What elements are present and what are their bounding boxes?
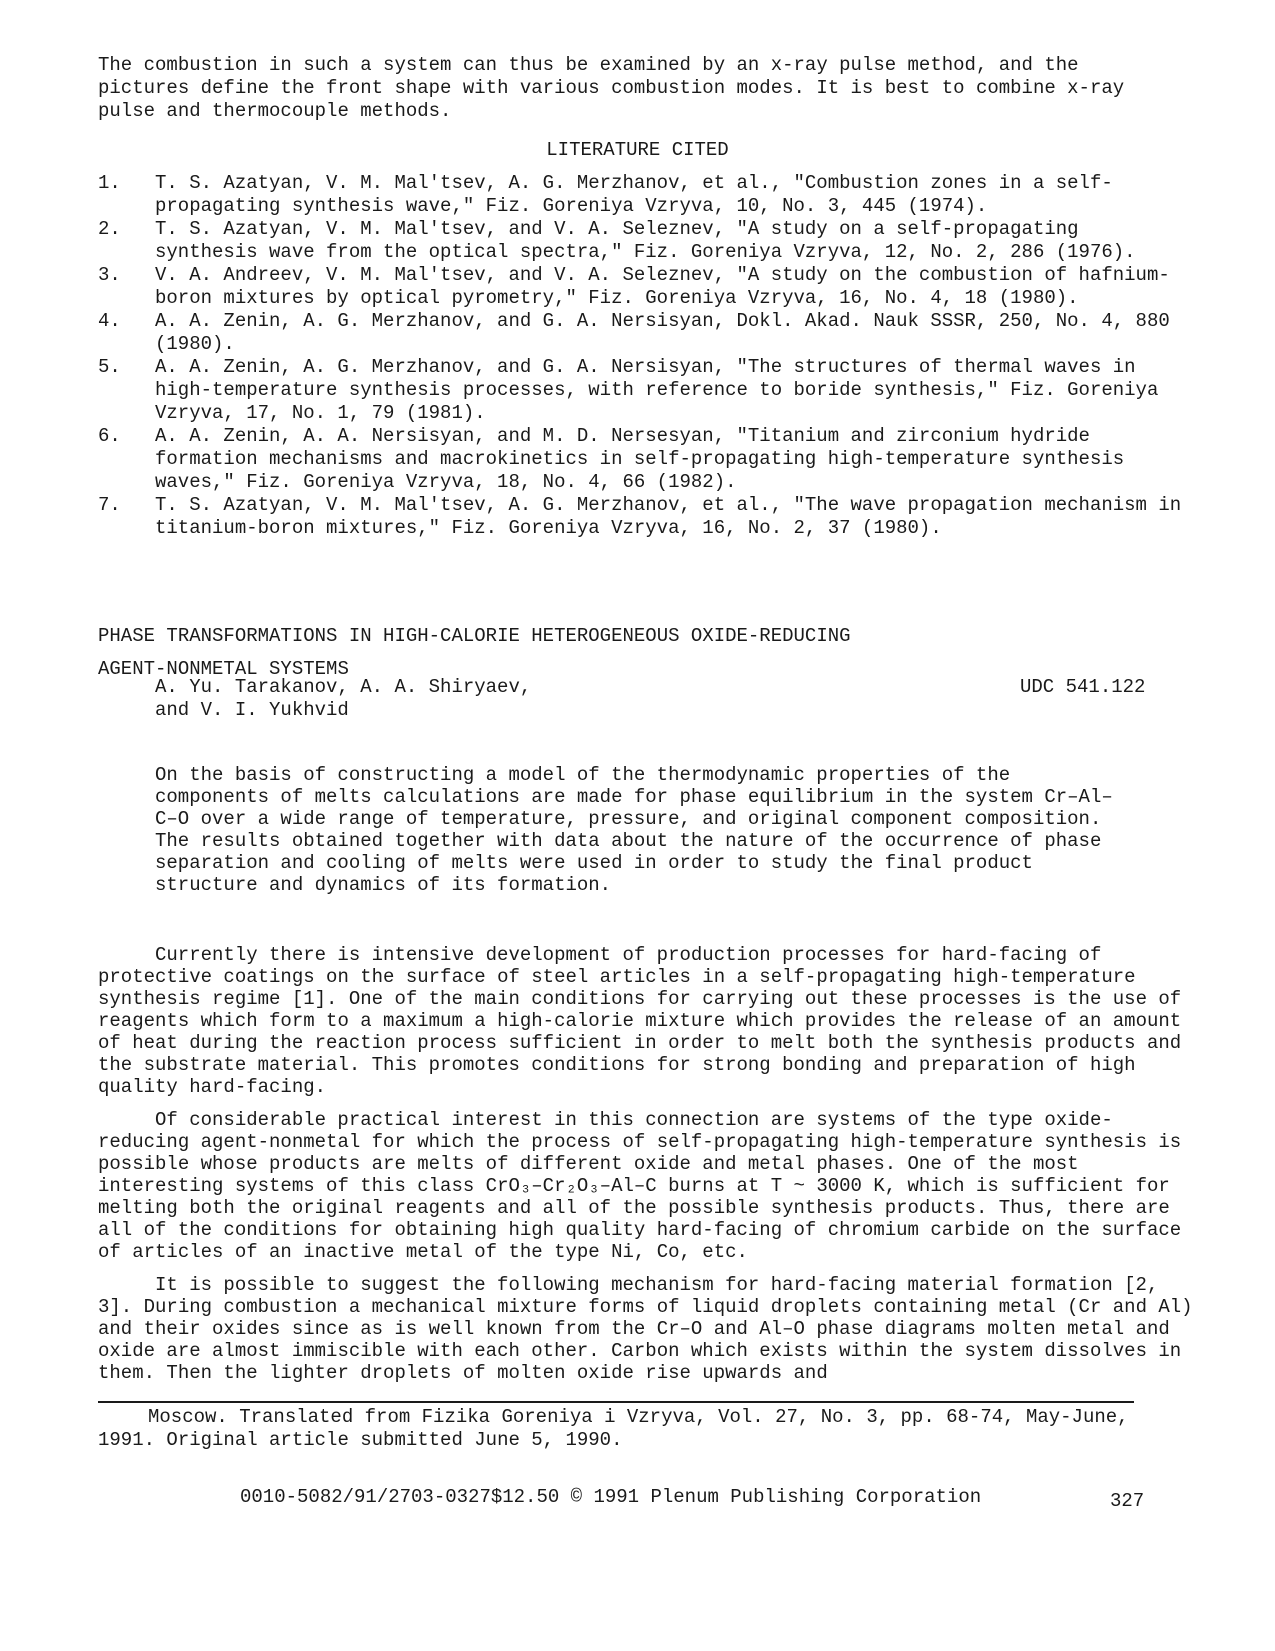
intro-paragraph: The combustion in such a system can thus be examined by an x-ray pulse method, and the pictures define the front shape with various combustion modes. It is best to combine x-ray pulse and thermocouple methods. xyxy=(98,54,1125,122)
reference-number: 4. xyxy=(98,310,121,332)
reference-item xyxy=(98,264,1188,310)
reference-number: 5. xyxy=(98,356,121,378)
article-title-line: AGENT-NONMETAL SYSTEMS xyxy=(98,658,349,680)
reference-text: V. A. Andreev, V. M. Mal'tsev, and V. A. Seleznev, "A study on the combustion of hafnium-boron mixtures by optical pyrometry," Fiz. Goreniya Vzryva, 16, No. 4, 18 (1980). xyxy=(155,264,1170,309)
reference-number: 2. xyxy=(98,218,121,240)
footnote: Moscow. Translated from Fizika Goreniya i Vzryva, Vol. 27, No. 3, pp. 68-74, May-June, 1991. Original article submitted June 5, 1990. xyxy=(98,1406,1129,1451)
reference-item xyxy=(98,218,1188,264)
abstract: On the basis of constructing a model of the thermodynamic properties of the components of melts calculations are made for phase equilibrium in the system Cr–Al–C–O over a wide range of temperature, pressure, and original component composition. The results obtained together with data about the nature of the occurrence of phase separation and cooling of melts were used in order to study the final product structure and dynamics of its formation. xyxy=(155,764,1113,896)
article-body xyxy=(98,944,1198,1395)
reference-text: T. S. Azatyan, V. M. Mal'tsev, A. G. Merzhanov, et al., "Combustion zones in a self-propagating synthesis wave," Fiz. Goreniya Vzryva, 10, No. 3, 445 (1974). xyxy=(155,172,1113,217)
reference-number: 7. xyxy=(98,494,121,516)
reference-item xyxy=(98,356,1188,425)
body-paragraph: Of considerable practical interest in this connection are systems of the type oxide-reducing agent-nonmetal for which the process of self-propagating high-temperature synthesis is possible whose products are melts of different oxide and metal phases. One of the most interesting systems of this class CrO₃–Cr₂O₃–Al–C burns at T ~ 3000 K, which is sufficient for melting both the original reagents and all of the possible synthesis products. Thus, there are all of the conditions for obtaining high quality hard-facing of chromium carbide on the surface of articles of an inactive metal of the type Ni, Co, etc. xyxy=(98,1109,1182,1263)
body-paragraph: It is possible to suggest the following mechanism for hard-facing material formation [2, 3]. During combustion a mechanical mixture forms of liquid droplets containing metal (Cr and Al) and their oxides since as is well known from the Cr–O and Al–O phase diagrams molten metal and oxide are almost immiscible with each other. Carbon which exists within the system dissolves in them. Then the lighter droplets of molten oxide rise upwards and xyxy=(98,1274,1193,1384)
article-title-line: PHASE TRANSFORMATIONS IN HIGH-CALORIE HETEROGENEOUS OXIDE-REDUCING xyxy=(98,625,851,647)
footnote-divider xyxy=(98,1401,1134,1403)
body-paragraph: Currently there is intensive development of production processes for hard-facing of protective coatings on the surface of steel articles in a self-propagating high-temperature synthesis regime [1]. One of the main conditions for carrying out these processes is the use of reagents which form to a maximum a high-calorie mixture which provides the release of an amount of heat during the reaction process sufficient in order to melt both the synthesis products and the substrate material. This promotes conditions for strong bonding and preparation of high quality hard-facing. xyxy=(98,944,1182,1098)
page-number: 327 xyxy=(1110,1490,1145,1512)
reference-item xyxy=(98,172,1188,218)
literature-cited-heading: LITERATURE CITED xyxy=(546,139,729,161)
reference-number: 3. xyxy=(98,264,121,286)
reference-text: A. A. Zenin, A. A. Nersisyan, and M. D. Nersesyan, "Titanium and zirconium hydride formation mechanisms and macrokinetics in self-propagating high-temperature synthesis waves," Fiz. Goreniya Vzryva, 18, No. 4, 66 (1982). xyxy=(155,425,1125,493)
reference-item xyxy=(98,310,1188,356)
publisher-footer: 0010-5082/91/2703-0327$12.50 © 1991 Plenum Publishing Corporation xyxy=(240,1486,982,1508)
reference-text: A. A. Zenin, A. G. Merzhanov, and G. A. Nersisyan, "The structures of thermal waves in high-temperature synthesis processes, with reference to boride synthesis," Fiz. Goreniya Vzryva, 17, No. 1, 79 (1981). xyxy=(155,356,1159,424)
article-authors xyxy=(155,676,655,722)
reference-list xyxy=(98,172,1188,540)
reference-item xyxy=(98,425,1188,494)
reference-text: A. A. Zenin, A. G. Merzhanov, and G. A. Nersisyan, Dokl. Akad. Nauk SSSR, 250, No. 4, 880 (1980). xyxy=(155,310,1170,355)
udc-code: UDC 541.122 xyxy=(1020,676,1146,698)
authors-line: A. Yu. Tarakanov, A. A. Shiryaev, xyxy=(155,676,532,698)
reference-item xyxy=(98,494,1188,540)
reference-text: T. S. Azatyan, V. M. Mal'tsev, and V. A. Seleznev, "A study on a self-propagating synthesis wave from the optical spectra," Fiz. Goreniya Vzryva, 12, No. 2, 286 (1976). xyxy=(155,218,1136,263)
reference-number: 6. xyxy=(98,425,121,447)
reference-number: 1. xyxy=(98,172,121,194)
authors-line: and V. I. Yukhvid xyxy=(155,699,349,721)
reference-text: T. S. Azatyan, V. M. Mal'tsev, A. G. Merzhanov, et al., "The wave propagation mechanism in titanium-boron mixtures," Fiz. Goreniya Vzryva, 16, No. 2, 37 (1980). xyxy=(155,494,1182,539)
